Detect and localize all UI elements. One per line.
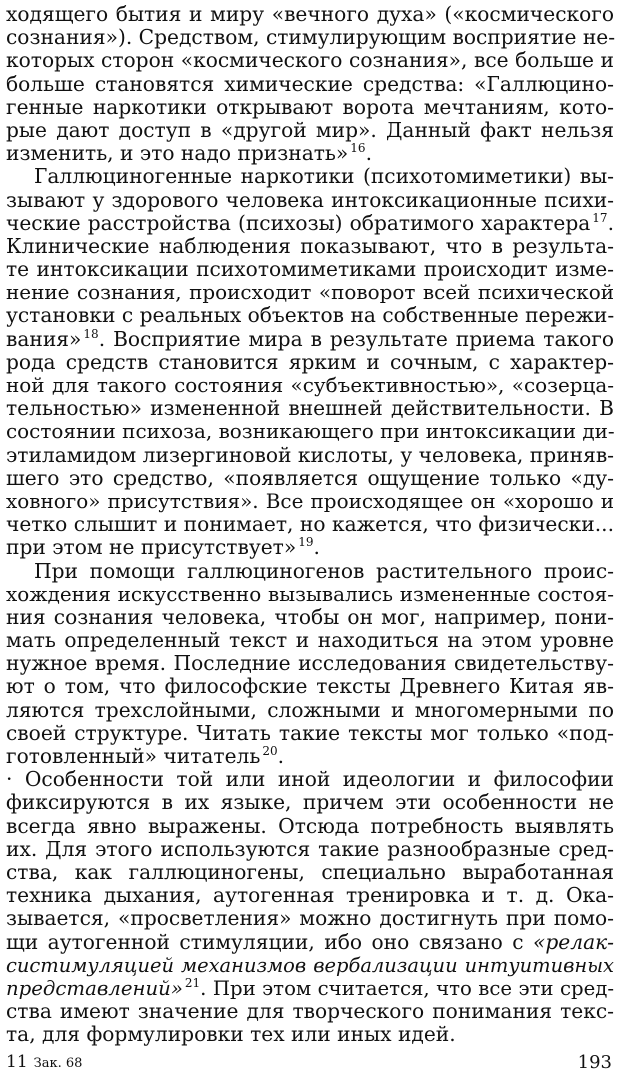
text-line <box>6 397 614 420</box>
text-segment: шего это средство, «появляется ощущение только «ду- <box>6 465 614 490</box>
text-line <box>6 768 614 791</box>
footnote-ref: 21 <box>184 975 201 990</box>
page-number: 193 <box>577 1052 612 1073</box>
text-segment: Галлюциногенные наркотики (психотомиметики) вы- <box>34 164 614 189</box>
text-segment: ляются трехслойными, сложными и многомерными по <box>6 697 614 722</box>
text-line <box>6 258 614 281</box>
body-text <box>6 3 614 1046</box>
text-segment: ческие расстройства (психозы) обратимого характера <box>6 210 591 235</box>
text-segment: техника дыхания, аутогенная тренировка и т. д. Ока- <box>6 883 614 908</box>
text-segment: . <box>607 210 614 235</box>
text-segment: фиксируются в их языке, причем эти особенности не <box>6 790 614 815</box>
text-line <box>6 583 614 606</box>
text-segment: этиламидом лизергиновой кислоты, у человека, приняв- <box>6 442 614 467</box>
text-segment: зывают у здорового человека интоксикационные психи- <box>6 187 614 212</box>
text-line <box>6 606 614 629</box>
text-line <box>6 907 614 930</box>
text-segment: состоянии психоза, возникающего при интоксикации ди- <box>6 419 615 444</box>
text-line <box>6 189 614 212</box>
footnote-ref: 18 <box>83 326 99 341</box>
text-segment: . <box>277 744 285 768</box>
text-segment: ства, как галлюциногены, специально выработанная <box>6 859 614 884</box>
signature-number: 11 <box>6 1052 28 1072</box>
text-line <box>6 142 614 165</box>
text-segment: ства имеют значение для творческого понимания текс- <box>6 999 614 1024</box>
text-segment: рые дают доступ в «другой мир». Данный факт нельзя <box>6 117 614 142</box>
text-segment: своей структуре. Читать такие тексты мог только «под- <box>6 720 614 745</box>
text-line <box>6 304 614 327</box>
text-line <box>6 235 614 258</box>
text-line <box>6 49 614 72</box>
italic-text: систимуляцией механизмов вербализации интуитивных <box>6 953 614 977</box>
text-segment: их. Для этого используются такие разнообразные сред- <box>6 836 614 861</box>
italic-text: представлений» <box>6 976 183 1000</box>
text-segment: готовленный» читатель <box>6 744 261 768</box>
text-segment: Клинические наблюдения показывают, что в результа- <box>6 233 614 258</box>
text-segment: всегда явно выражены. Отсюда потребность выявлять <box>6 813 614 838</box>
text-segment: та, для формулировки тех или иных идей. <box>6 1022 456 1047</box>
text-segment: больше становятся химические средства: «Галлюцино- <box>6 71 614 96</box>
text-line <box>6 699 614 722</box>
text-line <box>6 351 614 374</box>
text-segment: вания» <box>6 326 82 351</box>
text-line <box>6 675 614 698</box>
text-segment: четко слышит и понимает, но кажется, что физически... <box>6 512 614 537</box>
footer-signature <box>6 1052 82 1072</box>
text-line <box>6 791 614 814</box>
footnote-ref: 17 <box>592 210 608 225</box>
text-line <box>6 629 614 652</box>
text-segment: тельностью» измененной внешней действительности. В <box>6 396 614 421</box>
text-line <box>6 745 614 768</box>
text-line <box>6 861 614 884</box>
text-line <box>6 26 614 49</box>
text-line <box>6 536 614 559</box>
text-line <box>6 1023 614 1046</box>
page-footer <box>6 1052 614 1076</box>
text-line <box>6 467 614 490</box>
text-segment: ходящего бытия и миру «вечного духа» («космического <box>6 2 614 26</box>
text-segment: зывается, «просветления» можно достигнуть при помо- <box>6 906 614 931</box>
text-line <box>6 815 614 838</box>
text-line <box>6 954 614 977</box>
text-line <box>6 652 614 675</box>
text-segment: которых сторон «космического сознания», все больше и <box>6 48 614 73</box>
text-line <box>6 328 614 351</box>
text-segment: при этом не присутствует» <box>6 535 297 560</box>
text-line <box>6 374 614 397</box>
text-segment: генные наркотики открывают ворота мечтаниям, кото- <box>6 94 614 119</box>
text-segment: мать определенный текст и находиться на этом уровне <box>6 628 614 653</box>
text-line <box>6 73 614 96</box>
text-line <box>6 96 614 119</box>
text-line <box>6 420 614 443</box>
footnote-ref: 19 <box>298 535 314 550</box>
text-line <box>6 281 614 304</box>
text-segment: . <box>365 141 372 166</box>
text-line <box>6 977 614 1000</box>
text-line <box>6 1000 614 1023</box>
text-line <box>6 931 614 954</box>
footnote-ref: 16 <box>350 141 366 156</box>
text-segment: . Восприятие мира в результате приема такого <box>98 326 614 351</box>
italic-text: «релак- <box>533 929 614 954</box>
text-segment: рода средств становится ярким и сочным, с характер- <box>6 349 614 374</box>
text-line <box>6 165 614 188</box>
text-segment: ния сознания человека, чтобы он мог, например, пони- <box>6 604 614 629</box>
text-line <box>6 119 614 142</box>
text-segment: хождения искусственно вызывались измененные состоя- <box>6 581 614 606</box>
text-segment: изменить, и это надо признать» <box>6 141 349 166</box>
text-segment: ховного» присутствия». Все происходящее он «хорошо и <box>6 488 614 513</box>
text-segment: ной для такого состояния «субъективностью», «созерца- <box>6 373 614 397</box>
text-line <box>6 838 614 861</box>
text-segment: При помощи галлюциногенов растительного проис- <box>34 558 614 583</box>
text-segment: установки с реальных объектов на собственные пережи- <box>6 303 615 328</box>
footnote-ref: 20 <box>262 744 278 758</box>
text-line <box>6 444 614 467</box>
text-line <box>6 490 614 513</box>
text-line <box>6 722 614 745</box>
text-segment: щи аутогенной стимуляции, ибо оно связано с <box>6 929 533 954</box>
text-segment: нужное время. Последние исследования свидетельству- <box>6 651 614 676</box>
text-line <box>6 212 614 235</box>
text-segment: . При этом считается, что все эти сред- <box>200 976 614 1000</box>
text-segment: . <box>313 535 320 560</box>
text-segment: · Особенности той или иной идеологии и философии <box>6 767 614 792</box>
text-segment: сознания»). Средством, стимулирующим восприятие не- <box>6 25 616 50</box>
text-segment: нение сознания, происходит «поворот всей психической <box>6 280 614 305</box>
text-line <box>6 513 614 536</box>
text-segment: те интоксикации психотомиметиками происходит изме- <box>6 257 614 282</box>
text-line <box>6 560 614 583</box>
text-line <box>6 3 614 26</box>
order-number: Зак. 68 <box>33 1056 83 1071</box>
text-line <box>6 884 614 907</box>
text-segment: ют о том, что философские тексты Древнего Китая яв- <box>6 674 614 699</box>
